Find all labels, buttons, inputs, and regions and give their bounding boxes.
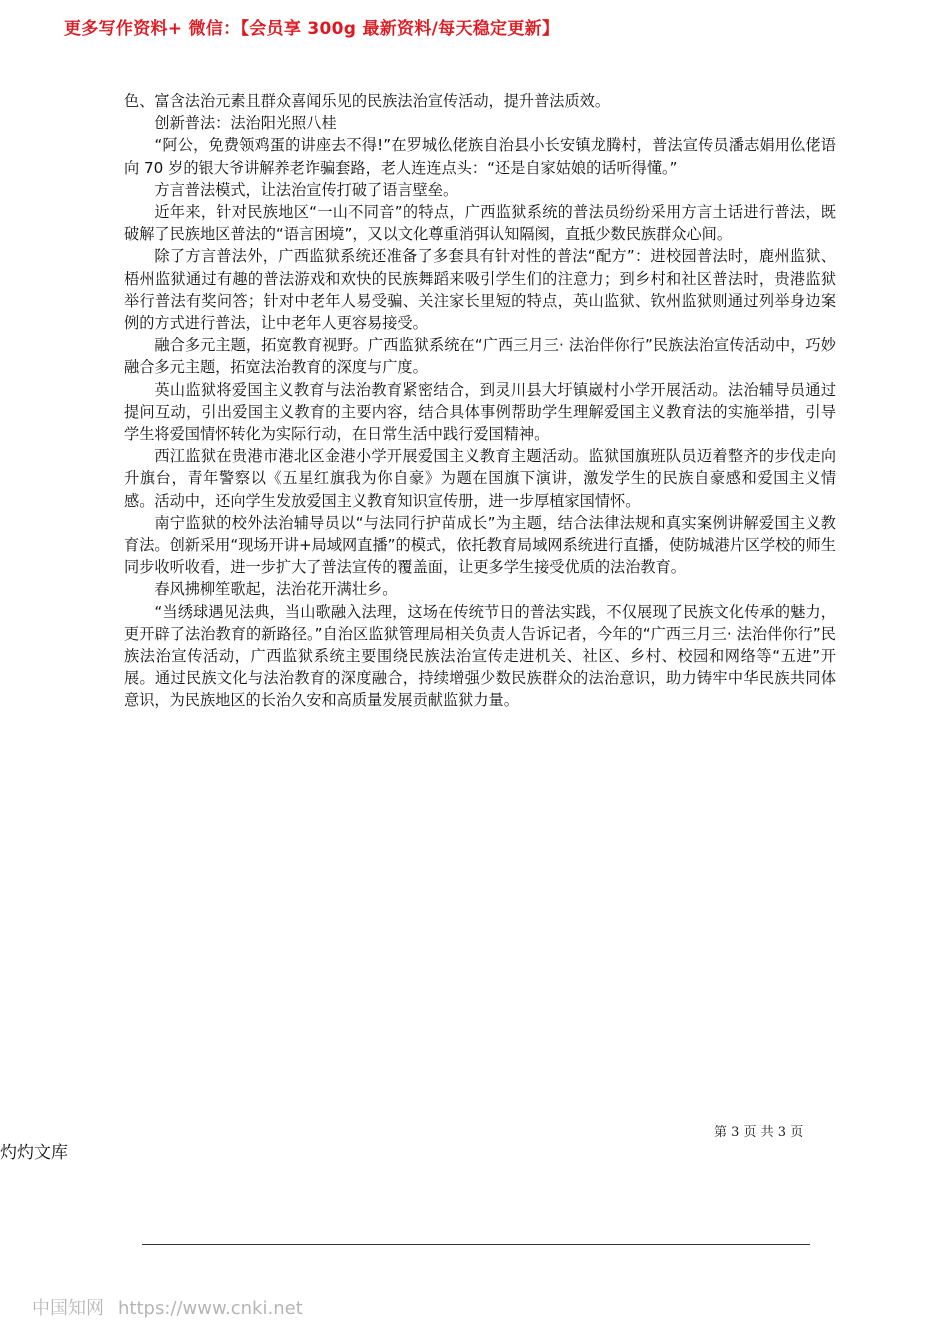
paragraph: 色、富含法治元素且群众喜闻乐见的民族法治宣传活动，提升普法质效。: [124, 92, 610, 110]
paragraph: “当绣球遇见法典，当山歌融入法理，这场在传统节日的普法实践，不仅展现了民族文化传承的魅力，更开辟了法治教育的新路径。”自治区监狱管理局相关负责人告诉记者，今年的“广西三月三· 法治伴你行”民族法治宣传活动，广西监狱系统主要围绕民族法治宣传走进机关、社区、乡村、校园和网络等“五进”开展。通过民族文化与法治教育的深度融合，持续增强少数民族群众的法治意识，助力铸牢中华民族共同体意识，为民族地区的长治久安和高质量发展贡献监狱力量。: [124, 602, 836, 710]
article-body: [124, 90, 836, 712]
paragraph: 南宁监狱的校外法治辅导员以“与法同行护苗成长”为主题，结合法律法规和真实案例讲解爱国主义教育法。创新采用“现场开讲+局域网直播”的模式，依托教育局域网系统进行直播，使防城港片区学校的师生同步收听收看，进一步扩大了普法宣传的覆盖面，让更多学生接受优质的法治教育。: [124, 513, 836, 577]
paragraph: 近年来，针对民族地区“一山不同音”的特点，广西监狱系统的普法员纷纷采用方言土话进行普法，既破解了民族地区普法的“语言困境”，又以文化尊重消弭认知隔阂，直抵少数民族群众心间。: [124, 203, 836, 244]
library-name: 灼灼文库: [0, 1143, 68, 1163]
paragraph: 英山监狱将爱国主义教育与法治教育紧密结合，到灵川县大圩镇崴村小学开展活动。法治辅导员通过提问互动，引出爱国主义教育的主要内容，结合具体事例帮助学生理解爱国主义教育法的实施举措，引导学生将爱国情怀转化为实际行动，在日常生活中践行爱国精神。: [124, 380, 836, 444]
paragraph: 春风拂柳笙歌起，法治花开满壮乡。: [154, 580, 398, 599]
watermark-brand: 中国知网: [32, 1298, 104, 1319]
promo-banner: 更多写作资料+ 微信：【会员享 300g 最新资料/每天稳定更新】: [64, 19, 560, 39]
paragraph: 西江监狱在贵港市港北区金港小学开展爱国主义教育主题活动。监狱国旗班队员迈着整齐的步伐走向升旗台，青年警察以《五星红旗我为你自豪》为题在国旗下演讲，激发学生的民族自豪感和爱国主义情感。活动中，还向学生发放爱国主义教育知识宣传册，进一步厚植家国情怀。: [124, 447, 836, 510]
paragraph: 融合多元主题，拓宽教育视野。广西监狱系统在“广西三月三· 法治伴你行”民族法治宣传活动中，巧妙融合多元主题，拓宽法治教育的深度与广度。: [124, 336, 836, 377]
section-heading: 创新普法：法治阳光照八桂: [154, 114, 337, 133]
footer-divider: [142, 1244, 810, 1245]
paragraph: 方言普法模式，让法治宣传打破了语言壁垒。: [154, 180, 459, 199]
cnki-watermark: [32, 1294, 303, 1320]
page-number: 第 3 页 共 3 页: [714, 1125, 804, 1140]
paragraph: “阿公，免费领鸡蛋的讲座去不得!”在罗城仫佬族自治县小长安镇龙腾村，普法宣传员潘志娟用仫佬语向 70 岁的银大爷讲解养老诈骗套路，老人连连点头：“还是自家姑娘的话听得懂。”: [124, 136, 836, 177]
watermark-url: https://www.cnki.net: [118, 1298, 303, 1319]
paragraph: 除了方言普法外，广西监狱系统还准备了多套具有针对性的普法“配方”：进校园普法时，鹿州监狱、梧州监狱通过有趣的普法游戏和欢快的民族舞蹈来吸引学生们的注意力；到乡村和社区普法时，贵港监狱举行普法有奖问答；针对中老年人易受骗、关注家长里短的特点，英山监狱、钦州监狱则通过列举身边案例的方式进行普法，让中老年人更容易接受。: [124, 247, 836, 333]
